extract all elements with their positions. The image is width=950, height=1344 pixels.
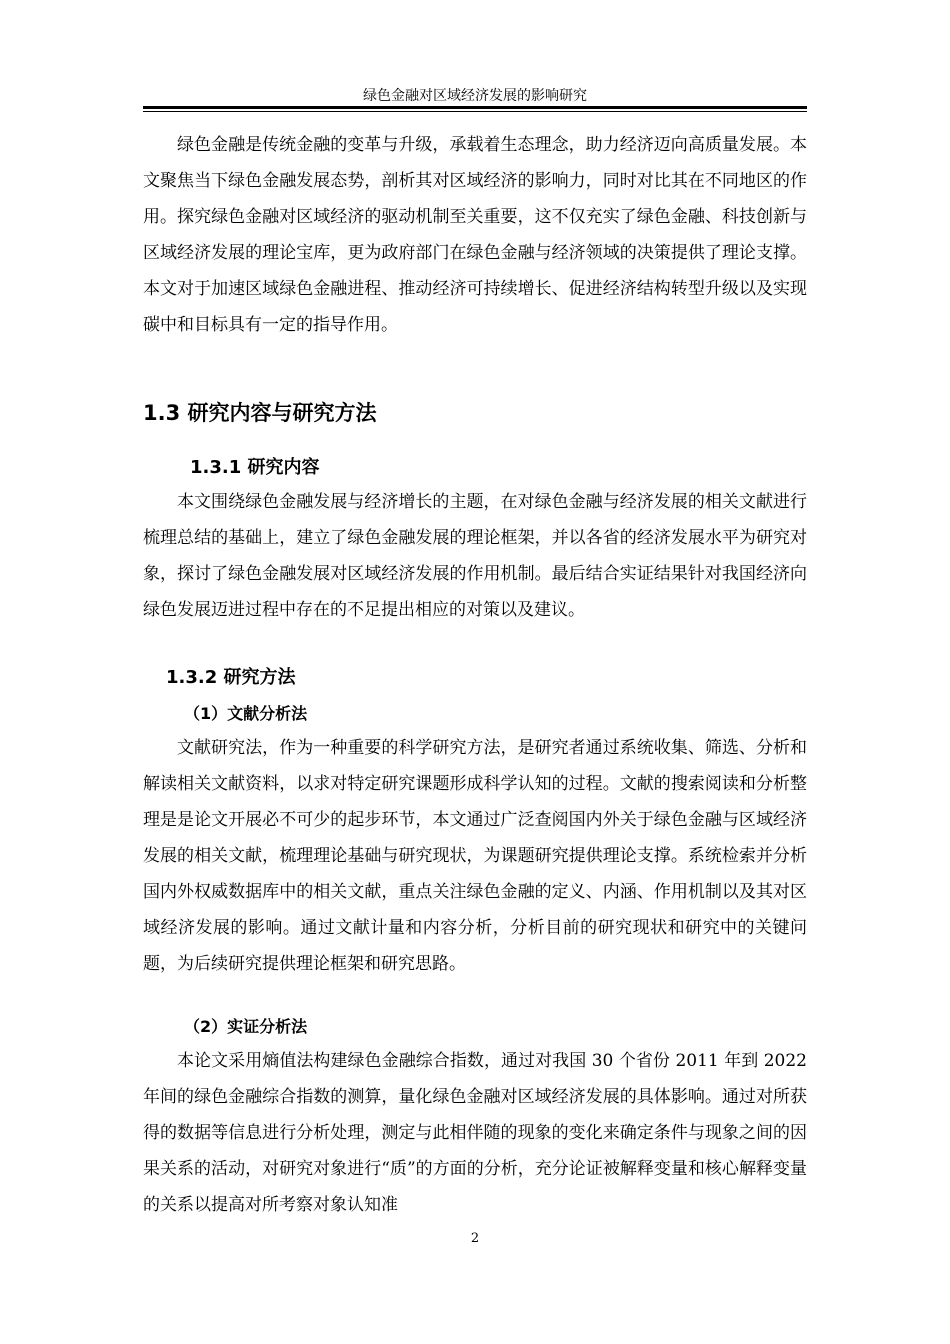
intro-paragraph: 绿色金融是传统金融的变革与升级，承载着生态理念，助力经济迈向高质量发展。本文聚焦当下绿色金融发展态势，剖析其对区域经济的影响力，同时对比其在不同地区的作用。探究绿色金融对区域经济的驱动机制至关重要，这不仅充实了绿色金融、科技创新与区域经济发展的理论宝库，更为政府部门在绿色金融与经济领域的决策提供了理论支撑。本文对于加速区域绿色金融进程、推动经济可持续增长、促进经济结构转型升级以及实现碳中和目标具有一定的指导作用。 <box>143 135 807 335</box>
header-rule-thin <box>143 111 807 112</box>
page-number: 2 <box>470 1231 480 1246</box>
empirical-method-paragraph: 本论文采用熵值法构建绿色金融综合指数，通过对我国 30 个省份 2011 年到 2022 年间的绿色金融综合指数的测算，量化绿色金融对区域经济发展的具体影响。通过对所获得的数据等信息进行分析处理，测定与此相伴随的现象的变化来确定条件与现象之间的因果关系的活动，对研究对象进行“质”的方面的分析，充分论证被解释变量和核心解释变量的关系以提高对所考察对象认知准 <box>143 1051 807 1215</box>
method-heading-empirical: （2）实证分析法 <box>184 1017 308 1036</box>
subsection-heading-1-3-2: 1.3.2 研究方法 <box>166 667 296 688</box>
research-content-paragraph: 本文围绕绿色金融发展与经济增长的主题，在对绿色金融与经济发展的相关文献进行梳理总结的基础上，建立了绿色金融发展的理论框架，并以各省的经济发展水平为研究对象，探讨了绿色金融发展对区域经济发展的作用机制。最后结合实证结果针对我国经济向绿色发展迈进过程中存在的不足提出相应的对策以及建议。 <box>143 492 807 620</box>
running-header-title: 绿色金融对区域经济发展的影响研究 <box>363 88 587 104</box>
subsection-heading-1-3-1: 1.3.1 研究内容 <box>190 457 320 478</box>
method-heading-literature: （1）文献分析法 <box>184 704 308 723</box>
header-rule <box>143 106 807 109</box>
section-heading-1-3: 1.3 研究内容与研究方法 <box>143 401 377 425</box>
literature-method-paragraph: 文献研究法，作为一种重要的科学研究方法，是研究者通过系统收集、筛选、分析和解读相关文献资料，以求对特定研究课题形成科学认知的过程。文献的搜索阅读和分析整理是是论文开展必不可少的起步环节，本文通过广泛查阅国内外关于绿色金融与区域经济发展的相关文献，梳理理论基础与研究现状，为课题研究提供理论支撑。系统检索并分析国内外权威数据库中的相关文献，重点关注绿色金融的定义、内涵、作用机制以及其对区域经济发展的影响。通过文献计量和内容分析，分析目前的研究现状和研究中的关键问题，为后续研究提供理论框架和研究思路。 <box>143 738 807 974</box>
